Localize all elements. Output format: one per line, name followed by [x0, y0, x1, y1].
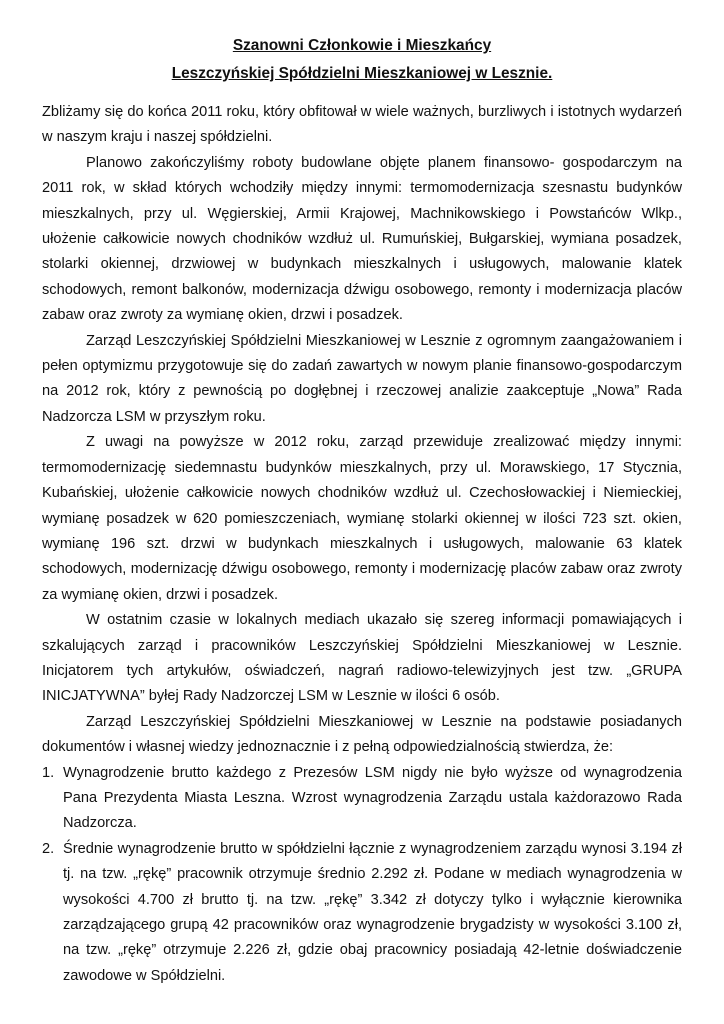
paragraph-2012-plans: Z uwagi na powyższe w 2012 roku, zarząd przewiduje zrealizować między innymi: termomodernizację siedemnastu budynków mieszkalnych, przy ul. Morawskiego, 17 Stycznia, Kubańskiej, ułożenie całkowicie nowych chodników wzdłuż ul. Czechosłowackiej i Niemieckiej, wymianę posadzek w 620 pomieszczeniach, wymianę stolarki okiennej w ilości 723 szt. okien, wymianę 196 szt. drzwi w budynkach mieszkalnych i usługowych, malowanie 63 klatek schodowych, modernizację dźwigu osobowego, remonty i modernizację placów zabaw oraz zwroty za wymianę okien, drzwi i posadzek. [42, 434, 682, 603]
list-item-text: Wynagrodzenie brutto każdego z Prezesów LSM nigdy nie było wyższe od wynagrodzenia Pana Prezydenta Miasta Leszna. Wzrost wynagrodzenia Zarządu ustala każdorazowo Rada Nadzorcza. [63, 764, 682, 832]
paragraph-intro: Zbliżamy się do końca 2011 roku, który obfitował w wiele ważnych, burzliwych i istotnych wydarzeń w naszym kraju i naszej spółdzielni. [42, 104, 682, 146]
document-title-line-1: Szanowni Członkowie i Mieszkańcy [232, 37, 492, 54]
paragraph-board-statement: Zarząd Leszczyńskiej Spółdzielni Mieszkaniowej w Lesznie na podstawie posiadanych dokumentów i własnej wiedzy jednoznacznie i z pełną odpowiedzialnością stwierdza, że: [42, 713, 682, 756]
list-item-number: 1. [42, 764, 55, 781]
paragraph-board-plan: Zarząd Leszczyńskiej Spółdzielni Mieszkaniowej w Lesznie z ogromnym zaangażowaniem i pełen optymizmu przygotowuje się do zadań zawartych w nowym planie finansowo-gospodarczym na 2012 rok, który z pewnością po dogłębnej i rzeczowej analizie zaakceptuje „Nowa” Rada Nadzorcza LSM w przyszłym roku. [42, 332, 682, 425]
list-item-number: 2. [42, 840, 55, 857]
document-title-line-2: Leszczyńskiej Spółdzielni Mieszkaniowej w Lesznie. [171, 65, 553, 82]
paragraph-completed-works: Planowo zakończyliśmy roboty budowlane objęte planem finansowo- gospodarczym na 2011 rok, w skład których wchodziły między innymi: termomodernizacja szesnastu budynków mieszkalnych, przy ul. Węgierskiej, Armii Krajowej, Machnikowskiego i Powstańców Wlkp., ułożenie całkowicie nowych chodników wzdłuż ul. Rumuńskiej, Bułgarskiej, wymiana posadzek, stolarki okiennej, drzwiowej w budynkach mieszkalnych i usługowych, malowanie klatek schodowych, remont balkonów, modernizacja dźwigu osobowego, remonty i modernizacja placów zabaw oraz zwroty za wymianę okien, drzwi i posadzek. [42, 154, 682, 324]
statement-list [42, 761, 682, 990]
document-page [42, 32, 682, 989]
list-item [42, 837, 682, 989]
paragraph-media-reports: W ostatnim czasie w lokalnych mediach ukazało się szereg informacji pomawiających i szkalujących zarząd i pracowników Leszczyńskiej Spółdzielni Mieszkaniowej w Lesznie. Inicjatorem tych artykułów, oświadczeń, nagrań radiowo-telewizyjnych jest tzw. „GRUPA INICJATYWNA” byłej Rady Nadzorczej LSM w Lesznie w ilości 6 osób. [42, 612, 682, 705]
list-item-text: Średnie wynagrodzenie brutto w spółdzielni łącznie z wynagrodzeniem zarządu wynosi 3.194 zł tj. na tzw. „rękę” pracownik otrzymuje średnio 2.292 zł. Podane w mediach wynagrodzenia w wysokości 4.700 zł brutto tj. na tzw. „rękę” 3.342 zł dotyczy tylko i wyłącznie kierownika zarządzającego grupą 42 pracowników oraz wynagrodzenie brygadzisty w wysokości 3.100 zł, na tzw. „rękę” otrzymuje 2.226 zł, gdzie obaj pracownicy posiadają 42-letnie doświadczenie zawodowe w Spółdzielni. [63, 840, 682, 984]
list-item [42, 761, 682, 837]
